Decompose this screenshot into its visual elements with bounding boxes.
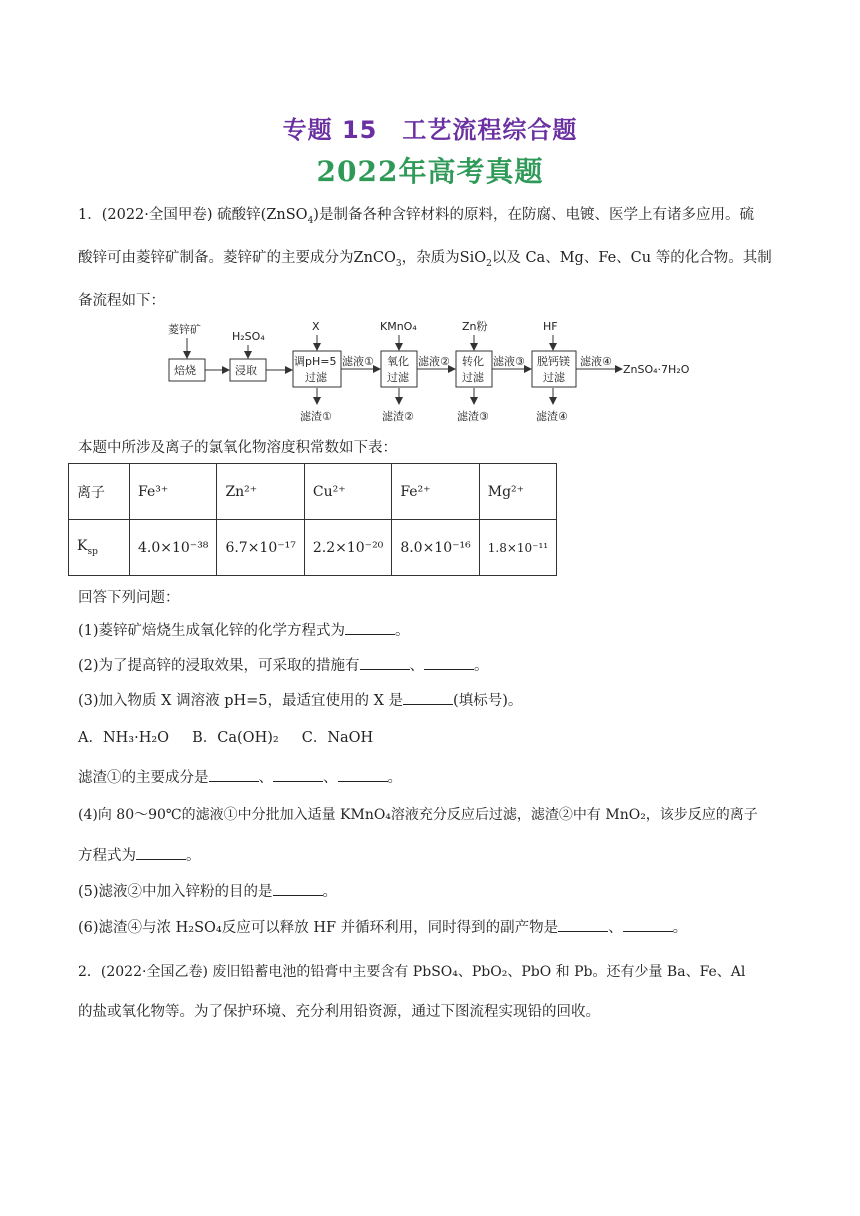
q1-intro-line3: 备流程如下：	[78, 293, 165, 309]
option-c: C．NaOH	[301, 730, 374, 746]
table-value-1: 4.0×10⁻³⁸	[130, 520, 217, 576]
flow-input-ore: 菱锌矿	[168, 323, 201, 336]
flow-filtrate-2: 滤液②	[418, 355, 450, 368]
flow-input-kmno4: KMnO₄	[380, 320, 417, 333]
answer-blank[interactable]	[136, 847, 186, 860]
q2-line1: 2．(2022·全国乙卷) 废旧铅蓄电池的铅膏中主要含有 PbSO₄、PbO₂、PbO 和 Pb。还有少量 Ba、Fe、Al	[78, 964, 746, 980]
process-flow-diagram	[160, 318, 720, 430]
answer-intro: 回答下列问题：	[78, 590, 180, 606]
table-row	[69, 464, 557, 520]
answer-blank[interactable]	[273, 883, 323, 896]
table-ion-4: Fe²⁺	[392, 464, 479, 520]
ksp-label-sub: sp	[87, 546, 98, 557]
answer-blank[interactable]	[623, 919, 673, 932]
table-row	[69, 520, 557, 576]
option-a: A．NH₃·H₂O	[78, 730, 170, 746]
table-ion-1: Fe³⁺	[130, 464, 217, 520]
flow-box-filter2: 过滤	[387, 371, 409, 384]
ksp-table	[68, 463, 557, 576]
flow-box-roast: 焙烧	[174, 364, 196, 377]
flow-residue-4: 滤渣④	[536, 410, 568, 423]
question-6-text: (6)滤渣④与浓 H₂SO₄反应可以释放 HF 并循环利用，同时得到的副产物是	[78, 920, 559, 936]
question-3-options	[78, 728, 788, 748]
flow-box-oxidize: 氧化	[387, 355, 409, 368]
table-intro: 本题中所涉及离子的氯氧化物溶度积常数如下表：	[78, 440, 397, 456]
question-1: (1)菱锌矿焙烧生成氧化锌的化学方程式为 。	[78, 623, 410, 639]
q1-intro-a-sub: 4	[307, 215, 314, 226]
q1-line2-sub: 3	[395, 258, 402, 269]
question-2: (2)为了提高锌的浸取效果，可采取的措施有 、 。	[78, 658, 489, 674]
flow-filtrate-3: 滤液③	[493, 355, 525, 368]
flow-residue-1: 滤渣①	[300, 410, 332, 423]
residue-question-text: 滤渣①的主要成分是	[78, 770, 209, 786]
flow-box-leach: 浸取	[235, 364, 257, 377]
question-2-text: (2)为了提高锌的浸取效果，可采取的措施有	[78, 658, 360, 674]
page-title: 专题 15 工艺流程综合题	[282, 116, 578, 144]
flow-input-x: X	[312, 320, 320, 333]
q1-intro-b: )是制备各种含锌材料的原料，在防腐、电镀、医学上有诸多应用。硫	[313, 207, 754, 223]
q2-line2: 的盐或氧化物等。为了保护环境、充分利用铅资源，通过下图流程实现铅的回收。	[78, 1004, 600, 1020]
flow-residue-2: 滤渣②	[382, 410, 414, 423]
answer-blank[interactable]	[345, 622, 395, 635]
ksp-label: K	[77, 538, 88, 555]
question-3	[78, 691, 788, 711]
table-ion-5: Mg²⁺	[479, 464, 556, 520]
q1-intro-line2	[78, 248, 788, 274]
answer-blank[interactable]	[403, 692, 453, 705]
answer-blank[interactable]	[338, 769, 388, 782]
q1-line2-c: 以及 Ca、Mg、Fe、Cu 等的化合物。其制	[491, 250, 772, 266]
flow-filtrate-4: 滤液④	[580, 355, 612, 368]
flow-box-filter3: 过滤	[462, 371, 484, 384]
page-subtitle: 2022年高考真题	[316, 155, 544, 188]
question-4-line1: (4)向 80～90℃的滤液①中分批加入适量 KMnO₄溶液充分反应后过滤，滤渣②中有 MnO₂，该步反应的离子	[78, 807, 758, 823]
residue-question: 滤渣①的主要成分是 、 、 。	[78, 770, 402, 786]
table-ion-2: Zn²⁺	[217, 464, 304, 520]
question-3-text: (3)加入物质 X 调溶液 pH=5，最适宜使用的 X 是	[78, 693, 404, 709]
flow-box-filter4: 过滤	[543, 371, 565, 384]
answer-blank[interactable]	[273, 769, 323, 782]
table-row-label	[69, 520, 130, 576]
flow-input-h2so4: H₂SO₄	[232, 330, 265, 343]
answer-blank[interactable]	[209, 769, 259, 782]
flow-box-filter1: 过滤	[305, 371, 327, 384]
question-5-text: (5)滤液②中加入锌粉的目的是	[78, 884, 273, 900]
flow-box-decamag: 脱钙镁	[537, 355, 570, 368]
answer-blank[interactable]	[424, 657, 474, 670]
q1-intro-a: 1．(2022·全国甲卷) 硫酸锌(ZnSO	[78, 207, 308, 223]
flow-input-hf: HF	[543, 320, 558, 333]
table-header-label: 离子	[69, 464, 130, 520]
table-value-3: 2.2×10⁻²⁰	[304, 520, 391, 576]
question-5: (5)滤液②中加入锌粉的目的是 。	[78, 884, 338, 900]
question-3-tail: (填标号)。	[453, 693, 523, 709]
flow-filtrate-1: 滤液①	[342, 355, 374, 368]
flow-product: ZnSO₄·7H₂O	[623, 363, 690, 376]
table-value-5: 1.8×10⁻¹¹	[479, 520, 556, 576]
question-4-text: 方程式为	[78, 848, 136, 864]
table-value-2: 6.7×10⁻¹⁷	[217, 520, 304, 576]
q1-intro-line1	[78, 205, 788, 231]
question-4-line2: 方程式为 。	[78, 848, 201, 864]
option-b: B．Ca(OH)₂	[192, 730, 279, 746]
flow-box-convert: 转化	[462, 355, 484, 368]
flow-residue-3: 滤渣③	[457, 410, 489, 423]
q1-line2-b: ，杂质为SiO	[401, 250, 487, 266]
question-6: (6)滤渣④与浓 H₂SO₄反应可以释放 HF 并循环利用，同时得到的副产物是 、 。	[78, 920, 688, 936]
question-1-text: (1)菱锌矿焙烧生成氧化锌的化学方程式为	[78, 623, 346, 639]
answer-blank[interactable]	[558, 919, 608, 932]
answer-blank[interactable]	[360, 657, 410, 670]
q1-line2-sub2: 2	[486, 258, 492, 269]
table-value-4: 8.0×10⁻¹⁶	[392, 520, 479, 576]
flow-input-zn: Zn粉	[462, 320, 488, 333]
table-ion-3: Cu²⁺	[304, 464, 391, 520]
q1-line2-a: 酸锌可由菱锌矿制备。菱锌矿的主要成分为ZnCO	[78, 250, 396, 266]
flow-box-ph: 调pH=5	[294, 355, 337, 368]
